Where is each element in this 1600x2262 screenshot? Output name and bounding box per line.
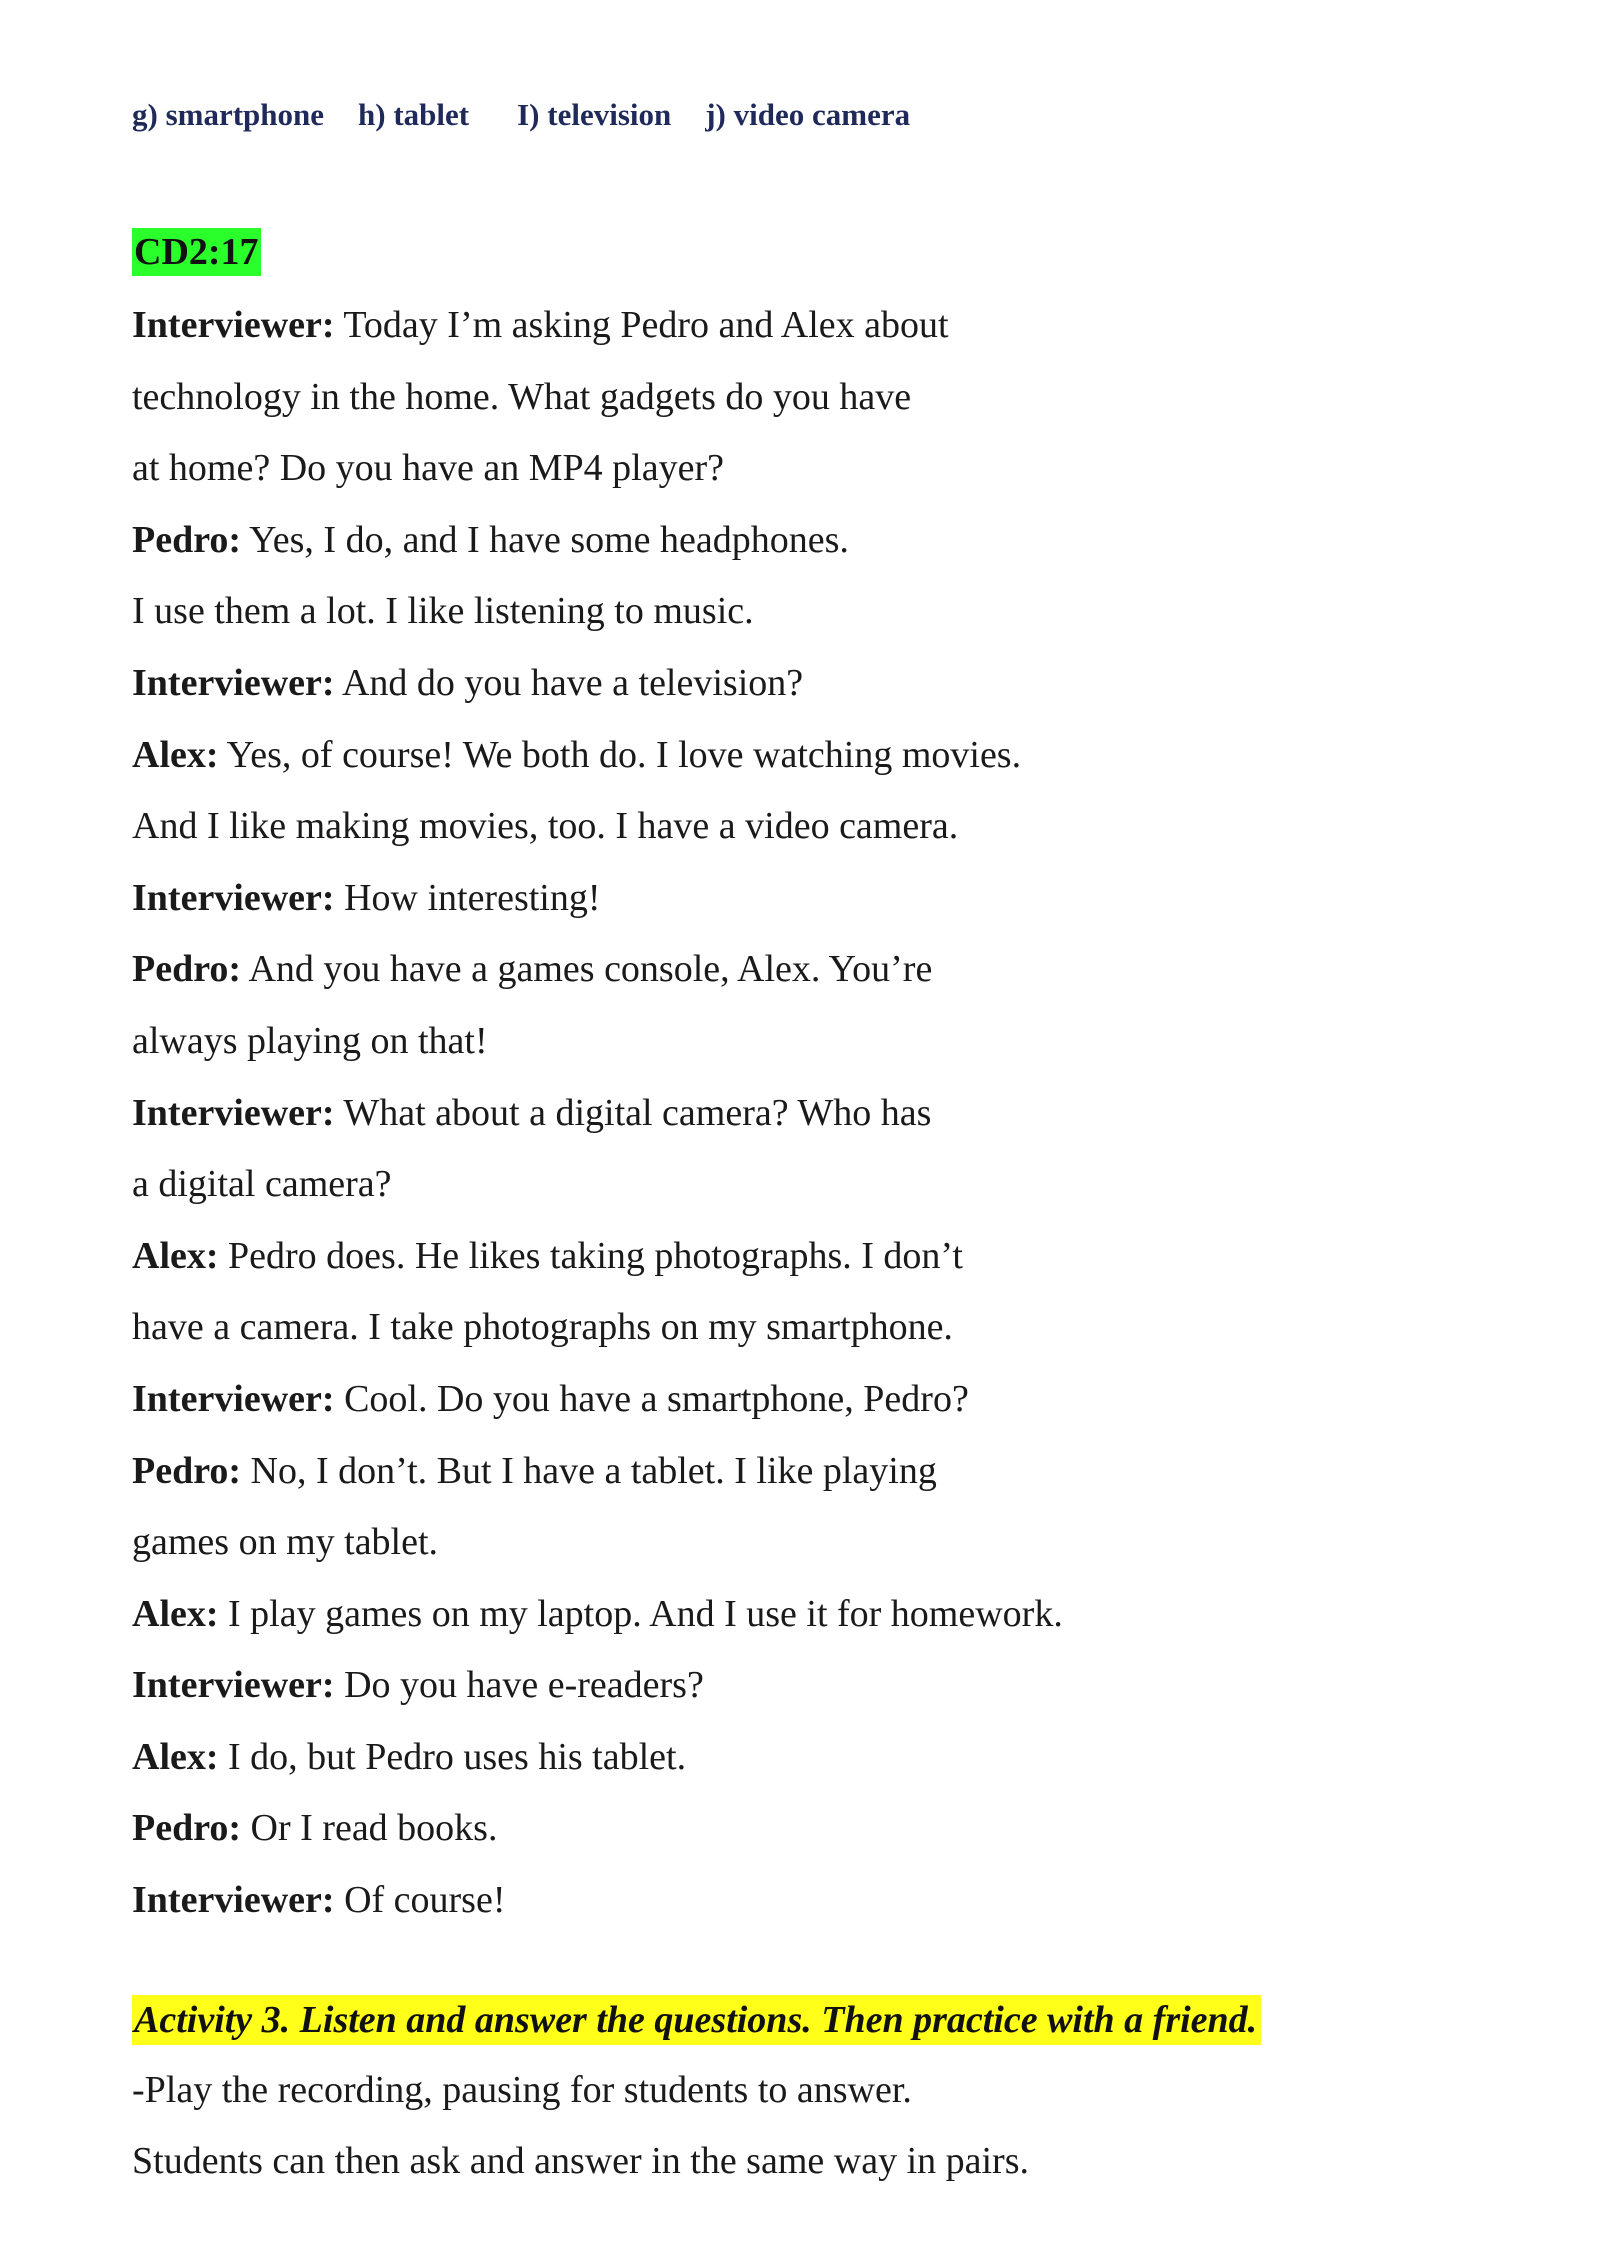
- dialogue-line: [132, 576, 1512, 648]
- teacher-notes: [132, 2055, 1512, 2198]
- dialogue-text: at home? Do you have an MP4 player?: [132, 447, 724, 490]
- dialogue-line: [132, 863, 1512, 935]
- dialogue-line: [132, 1292, 1512, 1364]
- dialogue-text: I use them a lot. I like listening to music.: [132, 590, 754, 633]
- dialogue-text: Cool. Do you have a smartphone, Pedro?: [334, 1377, 969, 1420]
- dialogue-text: have a camera. I take photographs on my smartphone.: [132, 1306, 953, 1349]
- speaker-name: Pedro:: [132, 1807, 242, 1850]
- vocab-item-smartphone: g) smartphone: [132, 97, 325, 132]
- dialogue-text: technology in the home. What gadgets do you have: [132, 375, 912, 418]
- dialogue-line: [132, 1149, 1512, 1221]
- dialogue-text: Pedro does. He likes taking photographs. I don’t: [218, 1234, 963, 1277]
- speaker-name: Alex:: [132, 1234, 219, 1277]
- dialogue-text: And I like making movies, too. I have a video camera.: [132, 805, 959, 848]
- dialogue-text: Of course!: [334, 1879, 506, 1922]
- vocab-item-tablet: h) tablet: [358, 97, 470, 132]
- vocab-item-video-camera: j) video camera: [705, 97, 911, 132]
- activity-heading: Activity 3. Listen and answer the questions. Then practice with a friend.: [132, 1995, 1261, 2045]
- teacher-note-line: -Play the recording, pausing for students to answer.: [132, 2068, 912, 2111]
- speaker-name: Interviewer:: [132, 1879, 335, 1922]
- dialogue-line: [132, 1078, 1512, 1150]
- dialogue-text: Yes, of course! We both do. I love watching movies.: [218, 733, 1022, 776]
- dialogue-text: Today I’m asking Pedro and Alex about: [334, 304, 949, 346]
- dialogue-line: [132, 934, 1512, 1006]
- dialogue-line: [132, 1579, 1512, 1651]
- speaker-name: Interviewer:: [132, 304, 335, 346]
- speaker-name: Alex:: [132, 733, 219, 776]
- dialogue-line: [132, 1364, 1512, 1436]
- speaker-name: Pedro:: [132, 1449, 242, 1492]
- speaker-name: Interviewer:: [132, 876, 335, 919]
- dialogue-line: [132, 362, 1512, 434]
- dialogue-line: [132, 1507, 1512, 1579]
- dialogue-text: What about a digital camera? Who has: [334, 1091, 932, 1134]
- speaker-name: Interviewer:: [132, 1664, 335, 1707]
- dialogue-line: [132, 1865, 1512, 1937]
- vocabulary-list: [132, 90, 1512, 140]
- dialogue-transcript: [132, 290, 1512, 1937]
- dialogue-text: No, I don’t. But I have a tablet. I like playing: [241, 1449, 937, 1492]
- dialogue-text: I do, but Pedro uses his tablet.: [218, 1735, 687, 1778]
- dialogue-line: [132, 505, 1512, 577]
- speaker-name: Pedro:: [132, 518, 242, 561]
- speaker-name: Alex:: [132, 1592, 219, 1635]
- vocab-item-television: I) television: [517, 97, 672, 132]
- dialogue-text: a digital camera?: [132, 1163, 392, 1206]
- dialogue-text: How interesting!: [334, 876, 601, 919]
- dialogue-line: [132, 1650, 1512, 1722]
- dialogue-line: [132, 433, 1512, 505]
- dialogue-text: And you have a games console, Alex. You’re: [241, 948, 933, 991]
- dialogue-text: And do you have a television?: [334, 661, 804, 704]
- dialogue-line: [132, 1221, 1512, 1293]
- dialogue-line: [132, 791, 1512, 863]
- dialogue-line: [132, 290, 1512, 362]
- teacher-note-line: Students can then ask and answer in the same way in pairs.: [132, 2140, 1029, 2183]
- audio-track-label: CD2:17: [132, 228, 261, 276]
- dialogue-line: [132, 1793, 1512, 1865]
- dialogue-line: [132, 1722, 1512, 1794]
- speaker-name: Interviewer:: [132, 661, 335, 704]
- speaker-name: Interviewer:: [132, 1377, 335, 1420]
- dialogue-text: games on my tablet.: [132, 1521, 439, 1564]
- dialogue-text: always playing on that!: [132, 1019, 488, 1062]
- document-page: [132, 90, 1512, 2198]
- speaker-name: Interviewer:: [132, 1091, 335, 1134]
- speaker-name: Pedro:: [132, 948, 242, 991]
- dialogue-text: Yes, I do, and I have some headphones.: [241, 518, 849, 561]
- dialogue-line: [132, 648, 1512, 720]
- dialogue-line: [132, 1436, 1512, 1508]
- dialogue-text: Or I read books.: [241, 1807, 498, 1850]
- dialogue-text: Do you have e-readers?: [334, 1664, 704, 1707]
- dialogue-line: [132, 1006, 1512, 1078]
- dialogue-line: [132, 720, 1512, 792]
- dialogue-text: I play games on my laptop. And I use it for homework.: [218, 1592, 1063, 1635]
- speaker-name: Alex:: [132, 1735, 219, 1778]
